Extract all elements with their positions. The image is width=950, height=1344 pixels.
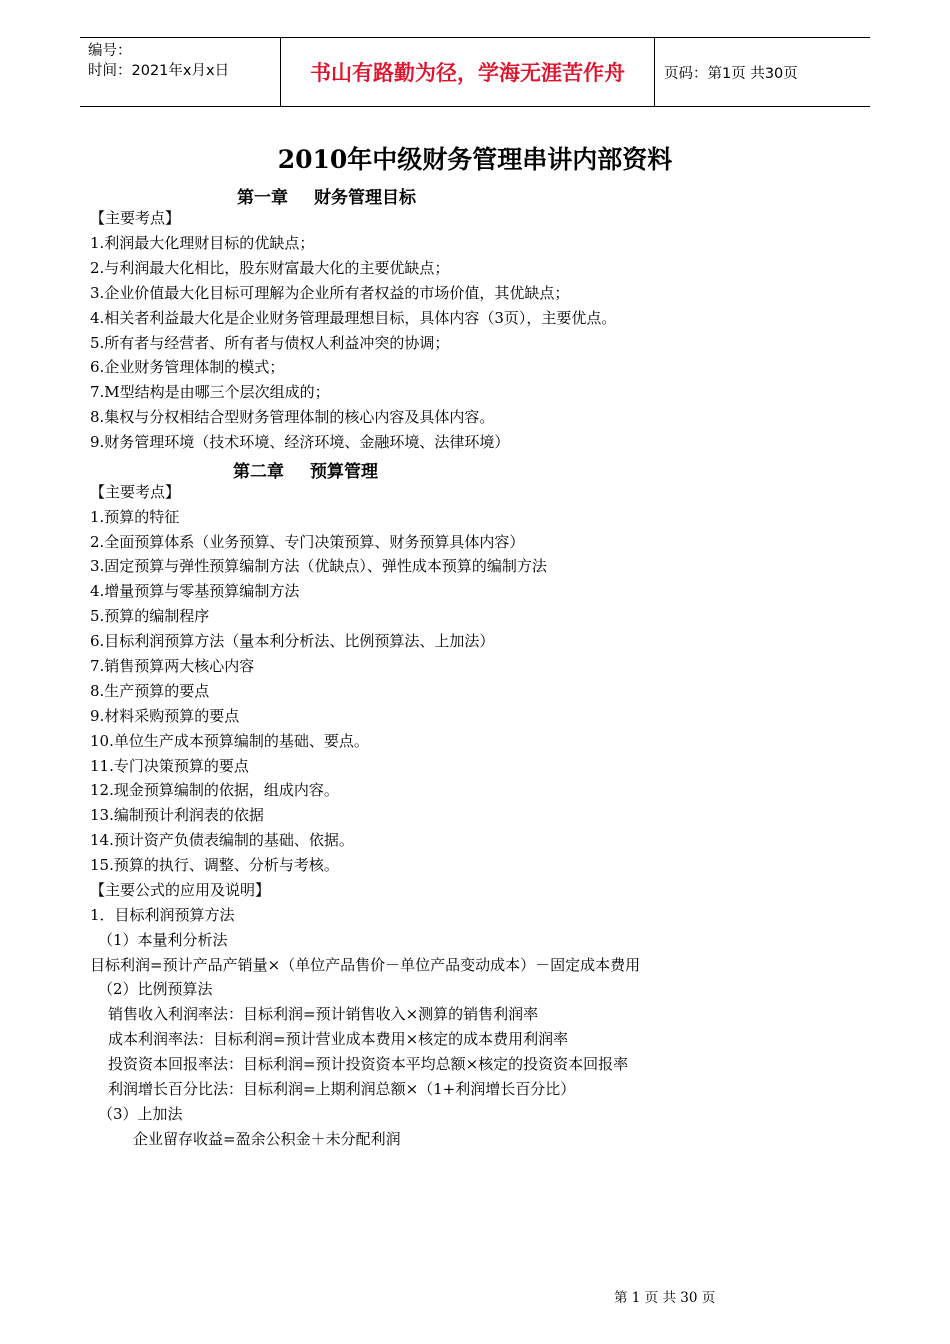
list-item: 5.所有者与经营者、所有者与债权人利益冲突的协调； (90, 334, 450, 352)
list-item: 3.企业价值最大化目标可理解为企业所有者权益的市场价值，其优缺点； (90, 284, 570, 302)
chapter-2-number: 第二章 (233, 462, 284, 482)
chapter-1-section-label: 【主要考点】 (90, 209, 181, 227)
chapter-1-heading (237, 183, 416, 208)
list-item: 10.单位生产成本预算编制的基础、要点。 (90, 732, 369, 750)
list-item: 4.相关者利益最大化是企业财务管理最理想目标，具体内容（3页），主要优点。 (90, 309, 617, 327)
page-footer: 第 1 页 共 30 页 (614, 1290, 716, 1306)
formula-subheading: （1）本量利分析法 (98, 931, 228, 949)
formula-subheading: （3）上加法 (98, 1105, 183, 1123)
list-item: 6.目标利润预算方法（量本利分析法、比例预算法、上加法） (90, 632, 495, 650)
formula-line: 企业留存收益=盈余公积金＋未分配利润 (133, 1130, 401, 1148)
formula-line: 利润增长百分比法：目标利润=上期利润总额×（1+利润增长百分比） (108, 1080, 576, 1098)
list-item: 13.编制预计利润表的依据 (90, 806, 264, 824)
formula-line: 投资资本回报率法：目标利润=预计投资资本平均总额×核定的投资资本回报率 (108, 1055, 629, 1073)
list-item: 7.M型结构是由哪三个层次组成的； (90, 383, 330, 401)
chapter-2-name: 预算管理 (310, 462, 378, 482)
list-item: 1.利润最大化理财目标的优缺点； (90, 234, 315, 252)
list-item: 1.预算的特征 (90, 508, 180, 526)
time-label: 时间：2021年x月x日 (88, 63, 230, 79)
motto: 书山有路勤为径，学海无涯苦作舟 (281, 38, 655, 106)
list-item: 14.预计资产负债表编制的基础、依据。 (90, 831, 354, 849)
chapter-2-heading (233, 457, 378, 482)
list-item: 8.生产预算的要点 (90, 682, 210, 700)
list-item: 6.企业财务管理体制的模式； (90, 358, 285, 376)
list-item: 3.固定预算与弹性预算编制方法（优缺点）、弹性成本预算的编制方法 (90, 557, 547, 575)
list-item: 2.全面预算体系（业务预算、专门决策预算、财务预算具体内容） (90, 533, 525, 551)
list-item: 11.专门决策预算的要点 (90, 757, 249, 775)
page-info: 页码：第1页 共30页 (664, 65, 798, 82)
formula-subheading: （2）比例预算法 (98, 980, 213, 998)
formula-line: 成本利润率法：目标利润=预计营业成本费用×核定的成本费用利润率 (108, 1030, 569, 1048)
code-label: 编号： (88, 43, 132, 59)
formula-section-label: 【主要公式的应用及说明】 (90, 881, 271, 899)
header-meta-cell (80, 38, 281, 106)
chapter-2-section-label: 【主要考点】 (90, 483, 181, 501)
list-item: 4.增量预算与零基预算编制方法 (90, 582, 300, 600)
formula-line: 目标利润=预计产品产销量×（单位产品售价－单位产品变动成本）－固定成本费用 (90, 956, 641, 974)
formula-heading: 1．目标利润预算方法 (90, 906, 235, 924)
list-item: 9.财务管理环境（技术环境、经济环境、金融环境、法律环境） (90, 433, 510, 451)
list-item: 2.与利润最大化相比，股东财富最大化的主要优缺点； (90, 259, 450, 277)
list-item: 15.预算的执行、调整、分析与考核。 (90, 856, 339, 874)
list-item: 7.销售预算两大核心内容 (90, 657, 255, 675)
list-item: 9.材料采购预算的要点 (90, 707, 240, 725)
list-item: 8.集权与分权相结合型财务管理体制的核心内容及具体内容。 (90, 408, 495, 426)
chapter-1-number: 第一章 (237, 188, 288, 208)
formula-line: 销售收入利润率法：目标利润=预计销售收入×测算的销售利润率 (108, 1005, 539, 1023)
header-table (80, 37, 870, 107)
list-item: 5.预算的编制程序 (90, 607, 210, 625)
document-title: 2010年中级财务管理串讲内部资料 (277, 145, 673, 174)
list-item: 12.现金预算编制的依据，组成内容。 (90, 781, 339, 799)
chapter-1-name: 财务管理目标 (314, 188, 416, 208)
